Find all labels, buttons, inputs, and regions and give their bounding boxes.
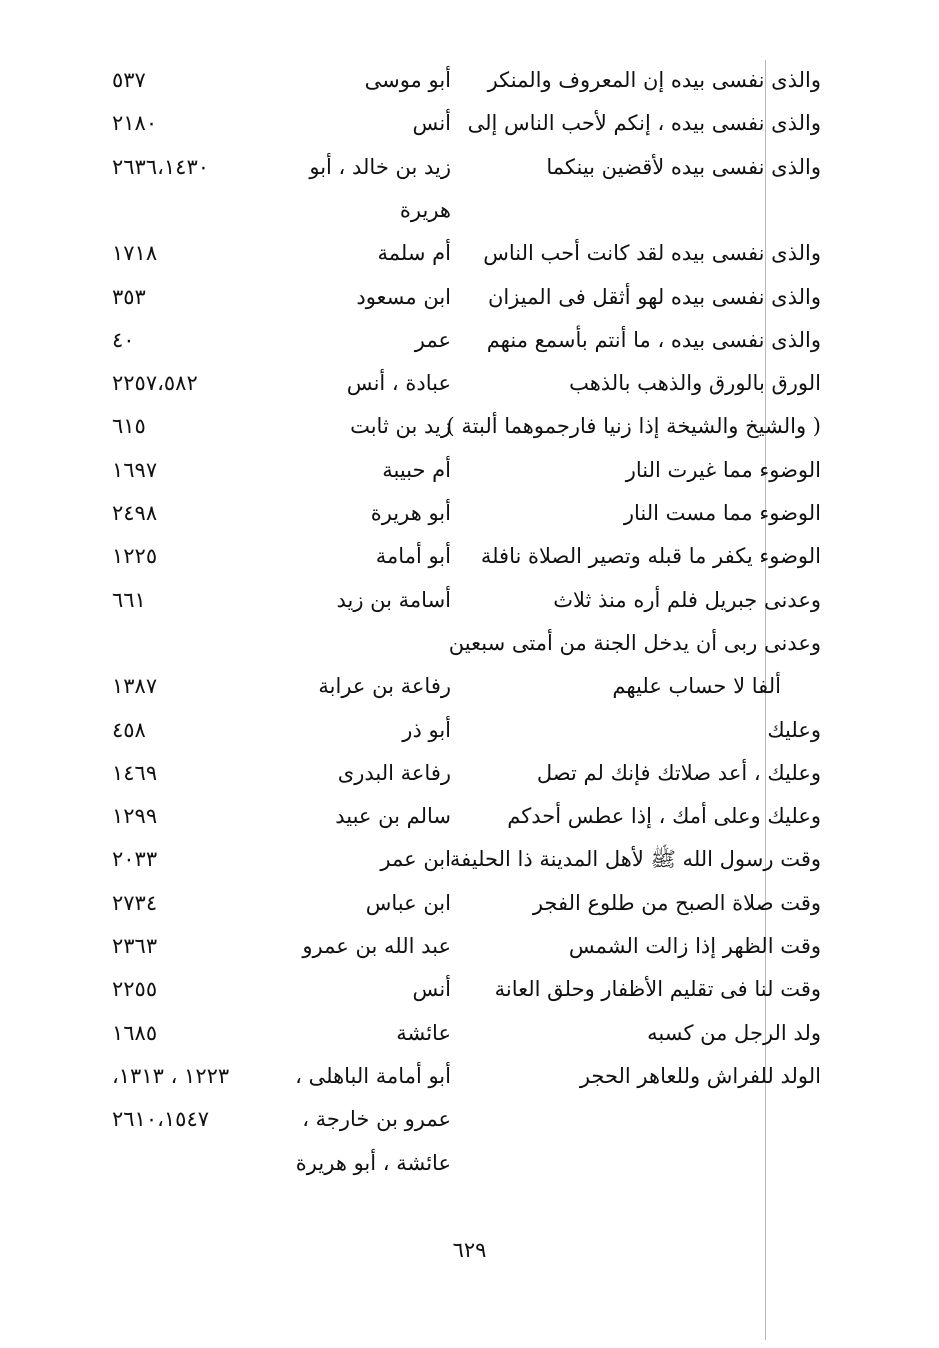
hadith-numbers: ٢٢٥٧،٥٨٢ <box>112 371 198 395</box>
narrator-name: أم سلمة <box>377 241 451 265</box>
hadith-numbers: ٦١٥ <box>112 414 146 438</box>
narrator-name: عبادة ، أنس <box>346 371 451 395</box>
hadith-numbers: ٢٠٣٣ <box>112 847 158 871</box>
hadith-text: الوضوء مما غيرت النار <box>625 458 821 482</box>
hadith-text: الولد للفراش وللعاهر الحجر <box>579 1064 821 1088</box>
narrator-name: هريرة <box>399 198 451 222</box>
hadith-text: وعدنى جبريل فلم أره منذ ثلاث <box>553 588 821 612</box>
hadith-text: والذى نفسى بيده ، إنكم لأحب الناس إلى <box>467 111 821 135</box>
narrator-name: أبو أمامة <box>375 544 451 568</box>
hadith-numbers: ٢٢٥٥ <box>112 977 158 1001</box>
hadith-numbers: ٢٦٣٦،١٤٣٠ <box>112 155 210 179</box>
hadith-numbers: ٤٥٨ <box>112 718 146 742</box>
hadith-numbers: ٢٣٦٣ <box>112 934 158 958</box>
page-number: ٦٢٩ <box>452 1238 487 1262</box>
hadith-text: وقت صلاة الصبح من طلوع الفجر <box>532 891 821 915</box>
narrator-name: رفاعة بن عرابة <box>318 674 451 698</box>
hadith-text: والذى نفسى بيده لهو أثقل فى الميزان <box>487 285 821 309</box>
hadith-numbers: ١٣٨٧ <box>112 674 158 698</box>
narrator-name: أبو موسى <box>364 68 451 92</box>
hadith-numbers: ١٦٨٥ <box>112 1021 158 1045</box>
narrator-name: أنس <box>412 111 451 135</box>
hadith-numbers: ٢٧٣٤ <box>112 891 158 915</box>
narrator-name: أبو ذر <box>402 718 451 742</box>
hadith-text: وعليك ، أعد صلاتك فإنك لم تصل <box>536 761 821 785</box>
narrator-name: عمرو بن خارجة ، <box>302 1107 451 1131</box>
hadith-numbers: ٢٦١٠،١٥٤٧ <box>112 1107 210 1131</box>
hadith-numbers: ١٢٩٩ <box>112 804 158 828</box>
hadith-numbers: ٣٥٣ <box>112 285 146 309</box>
hadith-numbers: ٥٣٧ <box>112 68 146 92</box>
narrator-name: عبد الله بن عمرو <box>302 934 451 958</box>
narrator-name: ابن مسعود <box>356 285 451 309</box>
narrator-name: زيد بن ثابت <box>350 414 451 438</box>
hadith-numbers: ١٧١٨ <box>112 241 158 265</box>
narrator-name: عائشة <box>396 1021 451 1045</box>
hadith-numbers: ٤٠ <box>112 328 135 352</box>
hadith-text: والذى نفسى بيده لقد كانت أحب الناس <box>483 241 821 265</box>
hadith-text: الورق بالورق والذهب بالذهب <box>569 371 821 395</box>
narrator-name: أم حبيبة <box>382 458 451 482</box>
hadith-text: والذى نفسى بيده لأقضين بينكما <box>546 155 821 179</box>
hadith-text: وقت رسول الله ﷺ لأهل المدينة ذا الحليفة <box>449 847 821 871</box>
hadith-text: وقت الظهر إذا زالت الشمس <box>568 934 821 958</box>
narrator-name: أبو أمامة الباهلى ، <box>295 1064 451 1088</box>
narrator-name: سالم بن عبيد <box>335 804 451 828</box>
hadith-numbers: ٦٦١ <box>112 588 146 612</box>
hadith-text: والذى نفسى بيده ، ما أنتم بأسمع منهم <box>486 328 821 352</box>
narrator-name: زيد بن خالد ، أبو <box>309 155 451 179</box>
narrator-name: ابن عباس <box>365 891 451 915</box>
narrator-name: ابن عمر <box>380 847 451 871</box>
hadith-text: والذى نفسى بيده إن المعروف والمنكر <box>487 68 821 92</box>
hadith-text: وقت لنا فى تقليم الأظفار وحلق العانة <box>494 977 821 1001</box>
hadith-numbers: ١٢٢٣ ، ١٣١٣، <box>112 1064 230 1088</box>
hadith-text: الوضوء مما مست النار <box>623 501 821 525</box>
hadith-text: ألفا لا حساب عليهم <box>612 674 781 698</box>
narrator-name: أسامة بن زيد <box>336 588 451 612</box>
hadith-text: وعدنى ربى أن يدخل الجنة من أمتى سبعين <box>448 631 821 655</box>
narrator-name: رفاعة البدرى <box>337 761 451 785</box>
narrator-name: عائشة ، أبو هريرة <box>295 1151 451 1175</box>
hadith-numbers: ١٤٦٩ <box>112 761 158 785</box>
hadith-text: ولد الرجل من كسبه <box>647 1021 821 1045</box>
hadith-numbers: ٢٤٩٨ <box>112 501 158 525</box>
hadith-text: ( والشيخ والشيخة إذا زنيا فارجموهما ألبتة ) <box>446 414 821 438</box>
hadith-text: الوضوء يكفر ما قبله وتصير الصلاة نافلة <box>480 544 821 568</box>
narrator-name: عمر <box>414 328 451 352</box>
hadith-text: وعليك وعلى أمك ، إذا عطس أحدكم <box>507 804 821 828</box>
narrator-name: أبو هريرة <box>370 501 451 525</box>
narrator-name: أنس <box>412 977 451 1001</box>
hadith-text: وعليك <box>767 718 821 742</box>
hadith-numbers: ٢١٨٠ <box>112 111 158 135</box>
hadith-numbers: ١٢٢٥ <box>112 544 158 568</box>
hadith-numbers: ١٦٩٧ <box>112 458 158 482</box>
